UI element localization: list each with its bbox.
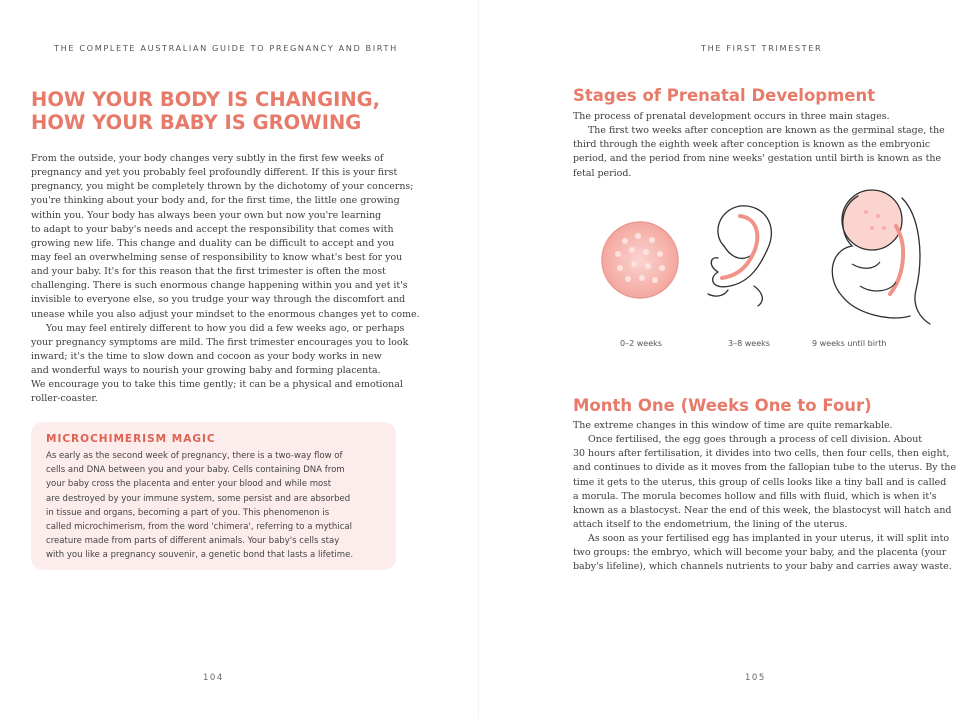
chapter-title — [31, 89, 451, 134]
body-line: two groups: the embryo, which will become your baby, and the placenta (your — [573, 547, 947, 559]
body-line: fetal period. — [573, 167, 632, 179]
page-number-right: 105 — [745, 673, 766, 683]
body-line: may feel an overwhelming sense of responsibility to know what's best for you — [31, 251, 403, 263]
caption-embryonic: 3–8 weeks — [728, 339, 770, 348]
running-head-left: THE COMPLETE AUSTRALIAN GUIDE TO PREGNANCY AND BIRTH — [54, 43, 398, 53]
stages-paragraph — [573, 110, 945, 181]
body-line: and wonderful ways to nourish your growing baby and forming placenta. — [31, 365, 381, 377]
body-line: Once fertilised, the egg goes through a process of cell division. About — [588, 434, 923, 446]
body-line: you're thinking about your body and, for the first time, the little one growing — [31, 195, 400, 207]
chapter-title-line: HOW YOUR BABY IS GROWING — [31, 110, 362, 134]
germinal-stage-figure — [602, 222, 678, 298]
body-line: The process of prenatal development occurs in three main stages. — [573, 111, 890, 122]
body-line: your pregnancy symptoms are mild. The first trimester encourages you to look — [31, 336, 409, 348]
body-line: growing new life. This change and duality can be difficult to accept and you — [31, 237, 395, 249]
microchimerism-callout — [31, 422, 396, 570]
body-line: unease while you also adjust your mindset to the enormous changes yet to come. — [31, 308, 420, 320]
body-line: known as a blastocyst. Near the end of this week, the blastocyst will hatch and — [573, 504, 952, 516]
prenatal-stages-illustration — [590, 186, 950, 332]
body-line: As soon as your fertilised egg has implanted in your uterus, it will split into — [588, 533, 950, 545]
body-line: inward; it's the time to slow down and cocoon as your body works in new — [31, 350, 382, 362]
body-line: invisible to everyone else, so you trudge your way through the discomfort and — [31, 294, 406, 306]
body-line: period, and the period from nine weeks' gestation until birth is known as the — [573, 153, 942, 165]
body-line: roller-coaster. — [31, 393, 98, 405]
caption-fetal: 9 weeks until birth — [812, 339, 887, 348]
body-line: The extreme changes in this window of time are quite remarkable. — [573, 420, 893, 431]
body-line: pregnancy, you might be completely thrown by the dichotomy of your concerns; — [31, 181, 414, 193]
body-line: time it gets to the uterus, this group of cells looks like a tiny ball and is called — [573, 476, 947, 488]
body-line: pregnancy and yet you probably feel profoundly different. If this is your first — [31, 167, 398, 179]
body-line: attach itself to the endometrium, the lining of the uterus. — [573, 518, 848, 530]
body-line: The first two weeks after conception are known as the germinal stage, the — [588, 125, 945, 137]
body-line: and continues to divide as it moves from the fallopian tube to the uterus. By the — [573, 462, 957, 474]
body-line: challenging. There is such enormous change happening within you and yet it's — [31, 280, 408, 292]
body-line: We encourage you to take this time gently; it can be a physical and emotional — [31, 379, 403, 391]
body-line: You may feel entirely different to how you did a few weeks ago, or perhaps — [46, 322, 405, 334]
fetal-stage-figure — [832, 190, 930, 324]
page-number-left: 104 — [203, 673, 224, 683]
callout-line: creature made from parts of different animals. Your baby's cells stay — [46, 536, 340, 547]
month-one-paragraph — [573, 419, 956, 575]
callout-text — [46, 449, 353, 563]
callout-line: cells and DNA between you and your baby. Cells containing DNA from — [46, 465, 345, 476]
body-line: baby's lifeline), which channels nutrients to your baby and carries away waste. — [573, 561, 952, 573]
stages-heading: Stages of Prenatal Development — [573, 86, 876, 105]
body-line: From the outside, your body changes very subtly in the first few weeks of — [31, 153, 384, 164]
caption-germinal: 0–2 weeks — [620, 339, 662, 348]
embryonic-stage-figure — [708, 206, 771, 306]
callout-line: in tissue and organs, becoming a part of you. This phenomenon is — [46, 507, 330, 518]
body-line: 30 hours after fertilisation, it divides into two cells, then four cells, then eight, — [573, 448, 950, 460]
body-line: to adapt to your baby's needs and accept the responsibility that comes with — [31, 223, 394, 235]
intro-paragraphs — [31, 152, 420, 407]
month-one-heading: Month One (Weeks One to Four) — [573, 396, 872, 415]
callout-title: MICROCHIMERISM MAGIC — [46, 433, 216, 445]
body-line: third through the eighth week after conception is known as the embryonic — [573, 139, 931, 151]
body-line: a morula. The morula becomes hollow and fills with fluid, which is when it's — [573, 490, 937, 502]
callout-line: with you like a pregnancy souvenir, a genetic bond that lasts a lifetime. — [46, 550, 354, 561]
callout-line: your baby cross the placenta and enter your blood and while most — [46, 479, 332, 490]
chapter-title-line: HOW YOUR BODY IS CHANGING, — [31, 88, 381, 111]
body-line: and your baby. It's for this reason that the first trimester is often the most — [31, 266, 386, 278]
callout-line: As early as the second week of pregnancy, there is a two-way flow of — [46, 451, 343, 461]
right-page — [479, 0, 958, 719]
running-head-right: THE FIRST TRIMESTER — [701, 43, 823, 53]
callout-line: are destroyed by your immune system, some persist and are absorbed — [46, 493, 351, 504]
body-line: within you. Your body has always been your own but now you're learning — [31, 209, 382, 221]
callout-line: called microchimerism, from the word 'chimera', referring to a mythical — [46, 521, 353, 532]
